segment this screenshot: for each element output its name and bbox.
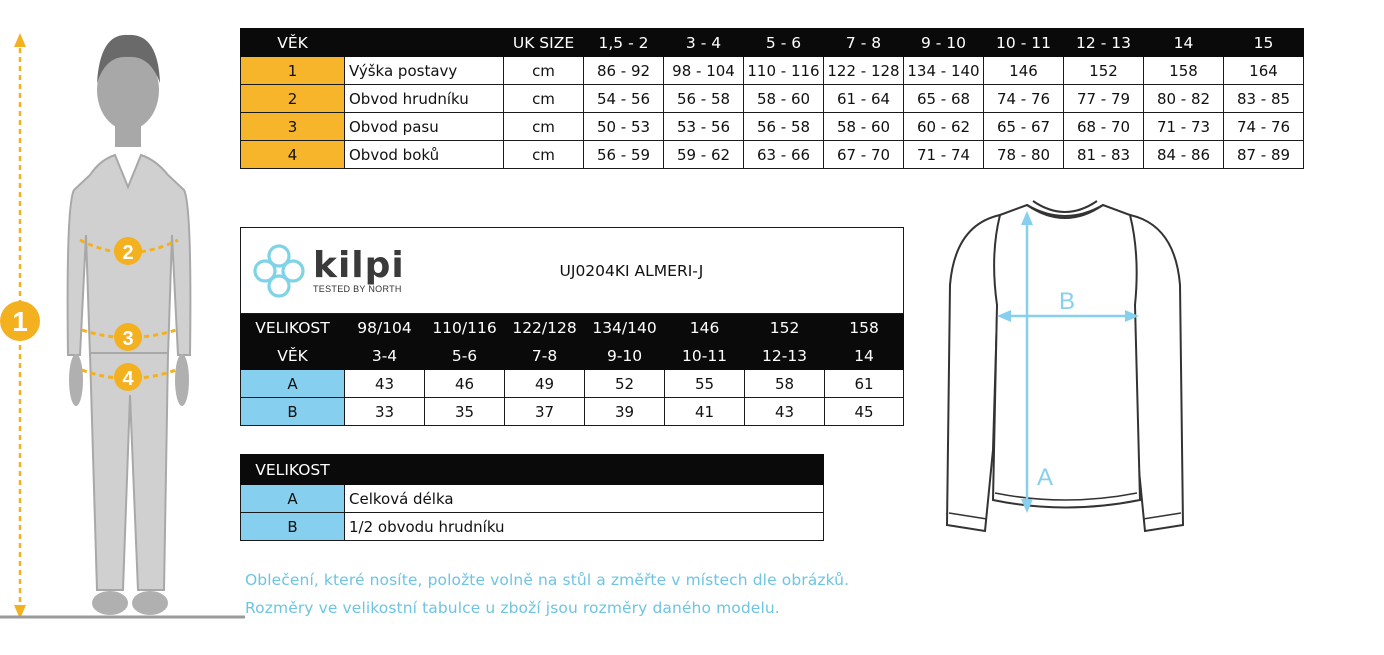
brand-name: kilpi [313,244,405,286]
cell: 65 - 68 [904,85,984,113]
size-col: 98/104 [345,314,425,342]
cell: 59 - 62 [664,141,744,169]
cell: 78 - 80 [984,141,1064,169]
cell: 33 [345,398,425,426]
cell: 43 [345,370,425,398]
table-row [241,370,904,398]
brand-tagline: TESTED BY NORTH [313,283,402,294]
cell: 37 [505,398,585,426]
row-index: 4 [241,141,345,169]
cell: 98 - 104 [664,57,744,85]
cell: 56 - 59 [584,141,664,169]
cell: 83 - 85 [1224,85,1304,113]
note-line-1: Oblečení, které nosíte, položte volně na stůl a změřte v místech dle obrázků. [245,571,850,589]
size-col: 110/116 [425,314,505,342]
age-header: VĚK [241,29,345,57]
cell: 81 - 83 [1064,141,1144,169]
size-header: VELIKOST [241,314,345,342]
cell: 68 - 70 [1064,113,1144,141]
table-row [241,141,1304,169]
age-col: 5 - 6 [744,29,824,57]
age-col: 7 - 8 [824,29,904,57]
cell: 71 - 74 [904,141,984,169]
cell: 41 [665,398,745,426]
table-row [241,398,904,426]
size-col: 146 [665,314,745,342]
body-measurement-figure [0,25,245,625]
cell: 49 [505,370,585,398]
cell: 56 - 58 [744,113,824,141]
row-index: 2 [241,85,345,113]
cell: 71 - 73 [1144,113,1224,141]
product-measurement-table [240,227,904,426]
row-key: A [241,370,345,398]
cell: 39 [585,398,665,426]
row-key: A [241,485,345,513]
legend-text: 1/2 obvodu hrudníku [345,513,824,541]
cell: 86 - 92 [584,57,664,85]
row-index: 1 [241,57,345,85]
cell: 43 [745,398,825,426]
age-col: 1,5 - 2 [584,29,664,57]
size-chart-header-row [241,29,1304,57]
label-a: A [1037,464,1054,491]
size-chart-table [240,28,1304,169]
cell: 80 - 82 [1144,85,1224,113]
table-row [241,113,1304,141]
cell: 74 - 76 [1224,113,1304,141]
cell: 54 - 56 [584,85,664,113]
age-col: 9-10 [585,342,665,370]
row-unit: cm [504,113,584,141]
legend-text: Celková délka [345,485,824,513]
legend-header: VELIKOST [241,455,345,485]
age-col: 14 [1144,29,1224,57]
cell: 60 - 62 [904,113,984,141]
size-col: 152 [745,314,825,342]
size-header-row [241,314,904,342]
cell: 74 - 76 [984,85,1064,113]
row-index: 3 [241,113,345,141]
cell: 58 - 60 [744,85,824,113]
row-key: B [241,398,345,426]
row-label: Obvod hrudníku [345,85,504,113]
table-row [241,513,824,541]
cell: 45 [825,398,904,426]
cell: 134 - 140 [904,57,984,85]
age-col: 3-4 [345,342,425,370]
size-col: 158 [825,314,904,342]
age-header-row [241,342,904,370]
table-row [241,57,1304,85]
row-unit: cm [504,85,584,113]
cell: 152 [1064,57,1144,85]
age-col: 12-13 [745,342,825,370]
age-col: 9 - 10 [904,29,984,57]
cell: 146 [984,57,1064,85]
kilpi-logo-icon [251,242,307,300]
cell: 67 - 70 [824,141,904,169]
cell: 55 [665,370,745,398]
row-key: B [241,513,345,541]
cell: 52 [585,370,665,398]
cell: 53 - 56 [664,113,744,141]
table-row [241,485,824,513]
uk-size-header: UK SIZE [504,29,584,57]
row-unit: cm [504,141,584,169]
row-label: Obvod pasu [345,113,504,141]
age-col: 10-11 [665,342,745,370]
label-2: 2 [122,242,134,264]
model-name: UJ0204KI ALMERI-J [505,228,904,314]
cell: 50 - 53 [584,113,664,141]
cell: 56 - 58 [664,85,744,113]
age-col: 10 - 11 [984,29,1064,57]
age-col: 12 - 13 [1064,29,1144,57]
label-3: 3 [122,328,134,350]
row-label: Výška postavy [345,57,504,85]
cell: 61 [825,370,904,398]
cell: 46 [425,370,505,398]
age-col: 7-8 [505,342,585,370]
measurement-legend-table [240,454,824,541]
cell: 65 - 67 [984,113,1064,141]
cell: 110 - 116 [744,57,824,85]
size-col: 122/128 [505,314,585,342]
label-1: 1 [12,306,28,337]
cell: 58 - 60 [824,113,904,141]
cell: 58 [745,370,825,398]
row-label: Obvod boků [345,141,504,169]
row-unit: cm [504,57,584,85]
cell: 122 - 128 [824,57,904,85]
brand-row [241,228,904,314]
age-col: 3 - 4 [664,29,744,57]
cell: 87 - 89 [1224,141,1304,169]
age-header: VĚK [241,342,345,370]
table-row [241,85,1304,113]
cell: 35 [425,398,505,426]
size-col: 134/140 [585,314,665,342]
age-col: 14 [825,342,904,370]
age-col: 15 [1224,29,1304,57]
note-line-2: Rozměry ve velikostní tabulce u zboží jsou rozměry daného modelu. [245,599,780,617]
cell: 84 - 86 [1144,141,1224,169]
cell: 61 - 64 [824,85,904,113]
label-4: 4 [122,368,134,390]
age-col: 5-6 [425,342,505,370]
label-b: B [1059,288,1076,315]
garment-drawing [935,195,1195,545]
cell: 164 [1224,57,1304,85]
cell: 158 [1144,57,1224,85]
cell: 63 - 66 [744,141,824,169]
cell: 77 - 79 [1064,85,1144,113]
legend-header-row [241,455,824,485]
